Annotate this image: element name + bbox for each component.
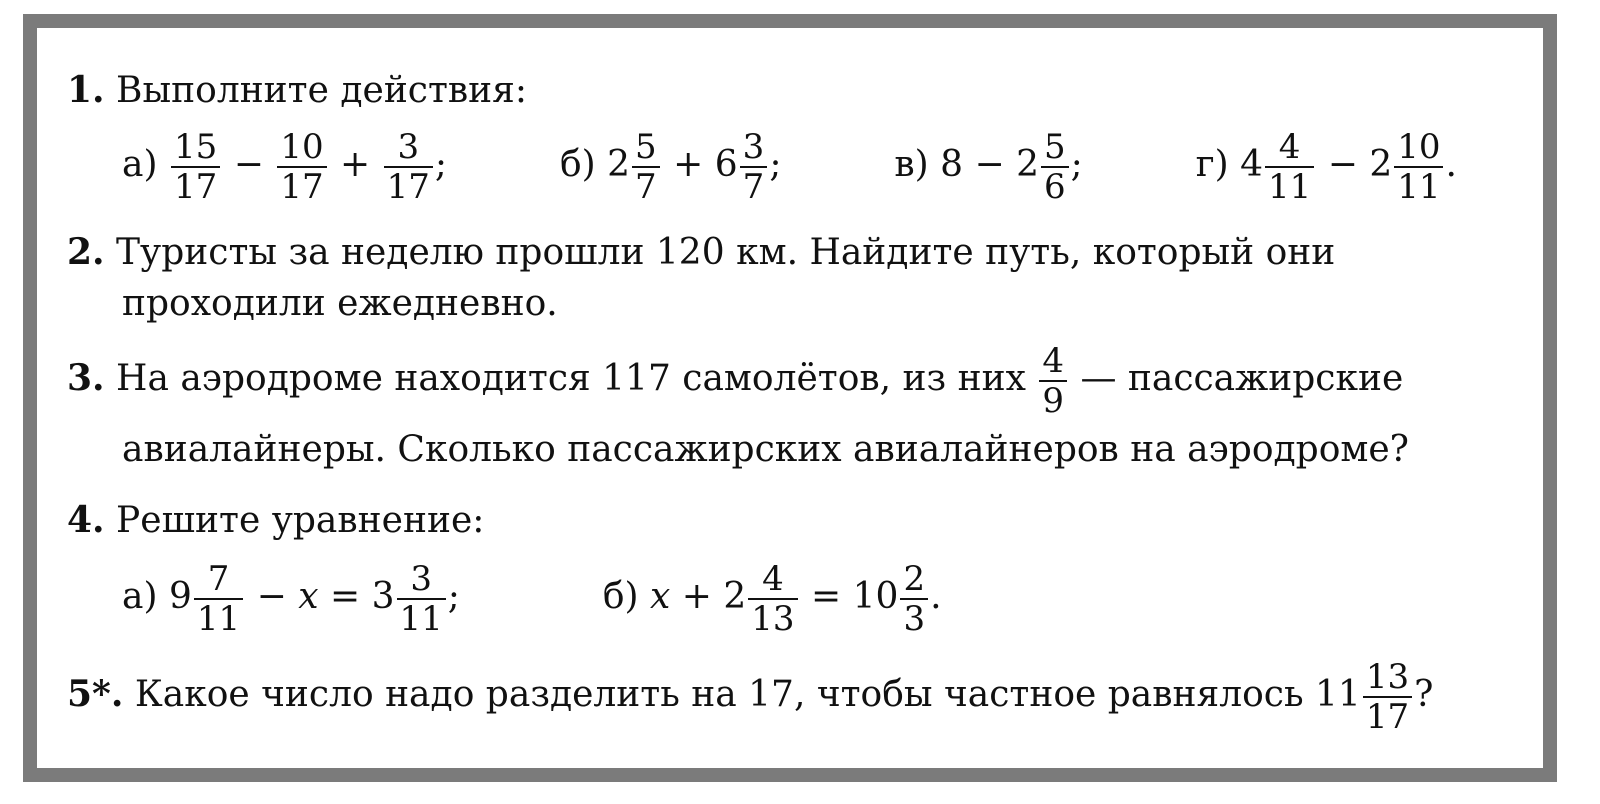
- punctuation: ;: [769, 144, 782, 185]
- item-label: а): [122, 144, 158, 185]
- task-3-text-1a: На аэродроме находится 117 самолётов, из них: [116, 358, 1026, 399]
- whole-part: 9: [168, 576, 192, 617]
- item-label: в): [894, 144, 929, 185]
- operator: −: [974, 144, 1005, 185]
- fraction: $\frac{5}{6}$: [1041, 128, 1069, 206]
- whole-part: 3: [371, 576, 395, 617]
- operator: +: [673, 144, 704, 185]
- fraction: $\frac{10}{11}$: [1394, 128, 1443, 206]
- task-1-number: 1.: [67, 69, 105, 111]
- task-1g-expression: [1195, 127, 1457, 207]
- item-label: г): [1195, 144, 1229, 185]
- operator: −: [256, 576, 287, 617]
- task-2-text-2: проходили ежедневно.: [122, 283, 558, 324]
- punctuation: .: [930, 576, 942, 617]
- task-1a-expression: [122, 127, 459, 207]
- punctuation: ;: [434, 144, 448, 185]
- task-3-number: 3.: [67, 357, 105, 399]
- task-4a-equation: [122, 559, 471, 639]
- whole-part: 2: [1369, 144, 1393, 185]
- task-4-header: [67, 498, 484, 543]
- task-5-number: 5*.: [67, 673, 124, 715]
- operator: −: [1327, 144, 1358, 185]
- punctuation: ;: [1070, 144, 1083, 185]
- whole-part: 2: [723, 576, 747, 617]
- task-4b-equation: [602, 559, 942, 639]
- task-1-text: Выполните действия:: [116, 70, 527, 111]
- whole-part: 11: [1315, 674, 1361, 715]
- operator: +: [340, 144, 371, 185]
- task-3-line-2: [122, 428, 1409, 472]
- number: 8: [940, 144, 964, 185]
- task-1v-expression: [894, 127, 1094, 207]
- task-2-line-1: [67, 230, 1507, 275]
- punctuation: ;: [447, 576, 460, 617]
- task-3-text-1b: — пассажирские: [1080, 358, 1404, 399]
- fraction: $\frac{3}{11}$: [397, 560, 446, 638]
- task-5-text: Какое число надо разделить на 17, чтобы частное равнялось: [134, 674, 1304, 715]
- whole-part: 6: [714, 144, 738, 185]
- worksheet-frame: [23, 14, 1557, 782]
- whole-part: 10: [852, 576, 899, 617]
- operator: +: [681, 576, 712, 617]
- task-1-expressions: [122, 128, 1457, 206]
- task-2-line-2: [122, 282, 558, 326]
- item-label: а): [122, 576, 158, 617]
- operator: =: [329, 576, 361, 617]
- punctuation: ?: [1414, 674, 1434, 715]
- punctuation: .: [1445, 144, 1457, 185]
- task-2-number: 2.: [67, 231, 105, 273]
- fraction: $\frac{4}{11}$: [1265, 128, 1314, 206]
- task-4-text: Решите уравнение:: [116, 500, 485, 541]
- task-1-header: [67, 68, 527, 113]
- fraction: $\frac{13}{17}$: [1363, 658, 1412, 736]
- task-3-text-2: авиалайнеры. Сколько пассажирских авиалайнеров на аэродроме?: [122, 429, 1409, 470]
- operator: −: [233, 144, 264, 185]
- fraction: $\frac{3}{17}$: [384, 128, 433, 206]
- fraction: $\frac{5}{7}$: [632, 128, 660, 206]
- task-2-text-1: Туристы за неделю прошли 120 км. Найдите путь, который они: [116, 232, 1336, 273]
- whole-part: 4: [1240, 144, 1263, 185]
- fraction: $\frac{7}{11}$: [194, 560, 243, 638]
- whole-part: 2: [1016, 144, 1040, 185]
- fraction: $\frac{4}{13}$: [748, 560, 797, 638]
- whole-part: 2: [607, 144, 631, 185]
- fraction: $\frac{15}{17}$: [171, 128, 220, 206]
- fraction: $\frac{10}{17}$: [277, 128, 326, 206]
- task-1b-expression: [559, 127, 793, 207]
- item-label: б): [559, 144, 596, 185]
- task-5-line: [67, 658, 1433, 736]
- variable: x: [650, 576, 671, 617]
- variable: x: [298, 576, 319, 617]
- task-4-number: 4.: [67, 499, 105, 541]
- task-3-line-1: [67, 342, 1403, 420]
- fraction: $\frac{3}{7}$: [740, 128, 768, 206]
- task-4-equations: [122, 560, 942, 638]
- operator: =: [811, 576, 842, 617]
- fraction: $\frac{2}{3}$: [900, 560, 928, 638]
- item-label: б): [602, 576, 639, 617]
- fraction: $\frac{4}{9}$: [1039, 342, 1067, 420]
